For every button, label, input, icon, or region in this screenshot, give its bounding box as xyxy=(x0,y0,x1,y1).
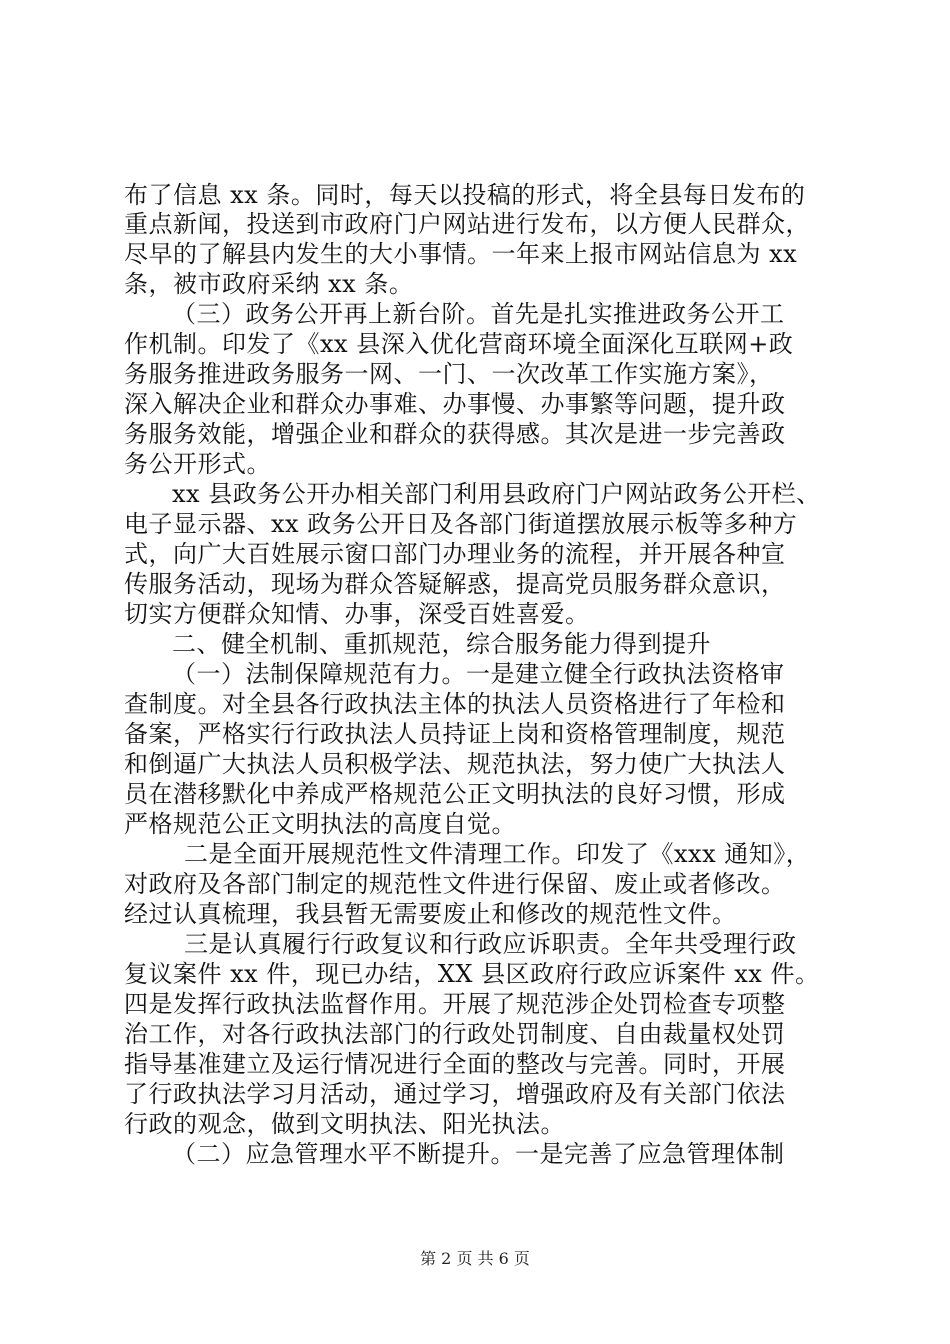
body-line: 务服务效能，增强企业和群众的获得感。其次是进一步完善政 xyxy=(124,420,786,448)
body-line: 和倒逼广大执法人员积极学法、规范执法，努力使广大执法人 xyxy=(124,750,786,778)
body-line: 条，被市政府采纳 xx 条。 xyxy=(124,270,414,298)
body-line: 深入解决企业和群众办事难、办事慢、办事繁等问题，提升政 xyxy=(124,390,786,418)
body-line: 严格规范公正文明执法的高度自觉。 xyxy=(124,810,516,838)
body-line: 传服务活动，现场为群众答疑解惑，提高党员服务群众意识， xyxy=(124,570,786,598)
body-line: 行政的观念，做到文明执法、阳光执法。 xyxy=(124,1110,565,1138)
body-line: 指导基准建立及运行情况进行全面的整改与完善。同时，开展 xyxy=(124,1050,786,1078)
body-line: 复议案件 xx 件，现已办结，XX 县区政府行政应诉案件 xx 件。 xyxy=(124,960,820,988)
section-heading: 二、健全机制、重抓规范，综合服务能力得到提升 xyxy=(172,630,711,658)
body-line: 尽早的了解县内发生的大小事情。一年来上报市网站信息为 xx xyxy=(124,240,798,268)
body-line: 查制度。对全县各行政执法主体的执法人员资格进行了年检和 xyxy=(124,690,786,718)
body-line: 电子显示器、xx 政务公开日及各部门街道摆放展示板等多种方 xyxy=(124,510,798,538)
body-line: 四是发挥行政执法监督作用。开展了规范涉企处罚检查专项整 xyxy=(124,990,786,1018)
body-line: xx 县政务公开办相关部门利用县政府门户网站政务公开栏、 xyxy=(172,480,821,508)
body-line: 作机制。印发了《xx 县深入优化营商环境全面深化互联网+政 xyxy=(124,330,794,358)
body-line: 务公开形式。 xyxy=(124,450,271,478)
page-number-footer: 第 2 页 共 6 页 xyxy=(420,1249,530,1268)
body-line: 重点新闻，投送到市政府门户网站进行发布，以方便人民群众， xyxy=(124,210,810,238)
body-line: 式，向广大百姓展示窗口部门办理业务的流程，并开展各种宣 xyxy=(124,540,786,568)
body-line: 二是全面开展规范性文件清理工作。印发了《xxx 通知》， xyxy=(184,840,811,868)
body-line: （二）应急管理水平不断提升。一是完善了应急管理体制 xyxy=(172,1140,785,1168)
body-line: 布了信息 xx 条。同时，每天以投稿的形式，将全县每日发布的 xyxy=(124,181,806,209)
body-line: （三）政务公开再上新台阶。首先是扎实推进政务公开工 xyxy=(172,300,785,328)
body-line: 员在潜移默化中养成严格规范公正文明执法的良好习惯，形成 xyxy=(124,780,786,808)
body-line: 切实方便群众知情、办事，深受百姓喜爱。 xyxy=(124,600,590,628)
body-line: 备案，严格实行行政执法人员持证上岗和资格管理制度，规范 xyxy=(124,720,786,748)
body-line: 了行政执法学习月活动，通过学习，增强政府及有关部门依法 xyxy=(124,1080,786,1108)
body-line: 治工作，对各行政执法部门的行政处罚制度、自由裁量权处罚 xyxy=(124,1020,786,1048)
body-line: （一）法制保障规范有力。一是建立健全行政执法资格审 xyxy=(172,660,785,688)
body-line: 三是认真履行行政复议和行政应诉职责。全年共受理行政 xyxy=(184,930,797,958)
body-line: 务服务推进政务服务一网、一门、一次改革工作实施方案》， xyxy=(124,360,774,388)
body-line: 对政府及各部门制定的规范性文件进行保留、废止或者修改。 xyxy=(124,870,786,898)
body-line: 经过认真梳理，我县暂无需要废止和修改的规范性文件。 xyxy=(124,900,737,928)
